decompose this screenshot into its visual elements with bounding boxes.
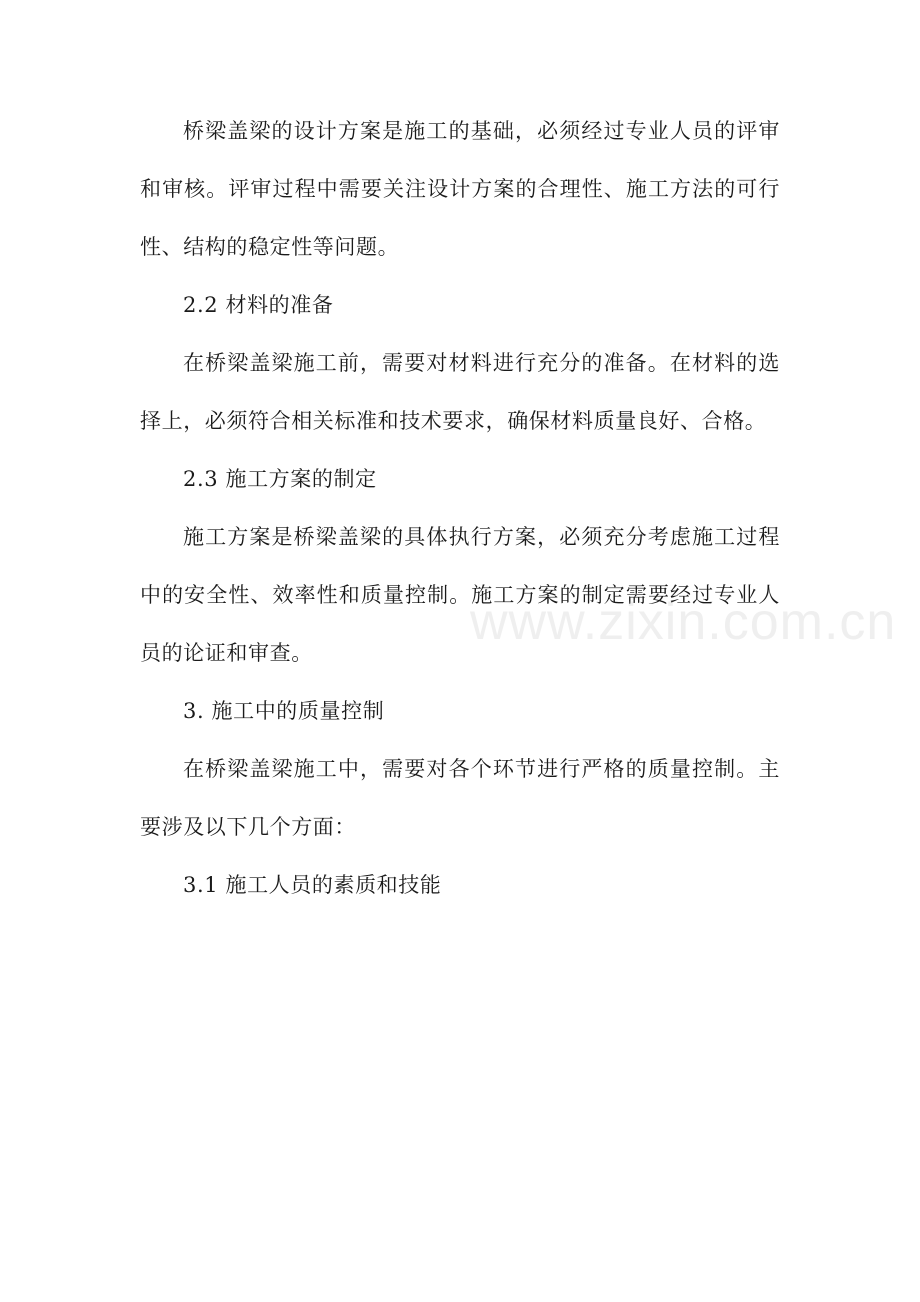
paragraph-material-preparation: 在桥梁盖梁施工前，需要对材料进行充分的准备。在材料的选择上，必须符合相关标准和技术要求，确保材料质量良好、合格。 (140, 351, 780, 433)
watermark-text: www.zixin.com.cn (470, 593, 897, 651)
heading-2-3-construction-plan: 2.3 施工方案的制定 (183, 467, 377, 491)
paragraph-construction-plan: 施工方案是桥梁盖梁的具体执行方案，必须充分考虑施工过程中的安全性、效率性和质量控制。施工方案的制定需要经过专业人员的论证和审查。 (140, 525, 780, 665)
heading-2-2-materials: 2.2 材料的准备 (183, 293, 334, 317)
paragraph-quality-control: 在桥梁盖梁施工中，需要对各个环节进行严格的质量控制。主要涉及以下几个方面： (140, 757, 780, 839)
heading-3-1-personnel-skills: 3.1 施工人员的素质和技能 (183, 873, 442, 897)
heading-3-quality-control: 3. 施工中的质量控制 (183, 699, 385, 723)
document-body (140, 102, 780, 914)
paragraph-design-review: 桥梁盖梁的设计方案是施工的基础，必须经过专业人员的评审和审核。评审过程中需要关注设计方案的合理性、施工方法的可行性、结构的稳定性等问题。 (140, 119, 780, 259)
